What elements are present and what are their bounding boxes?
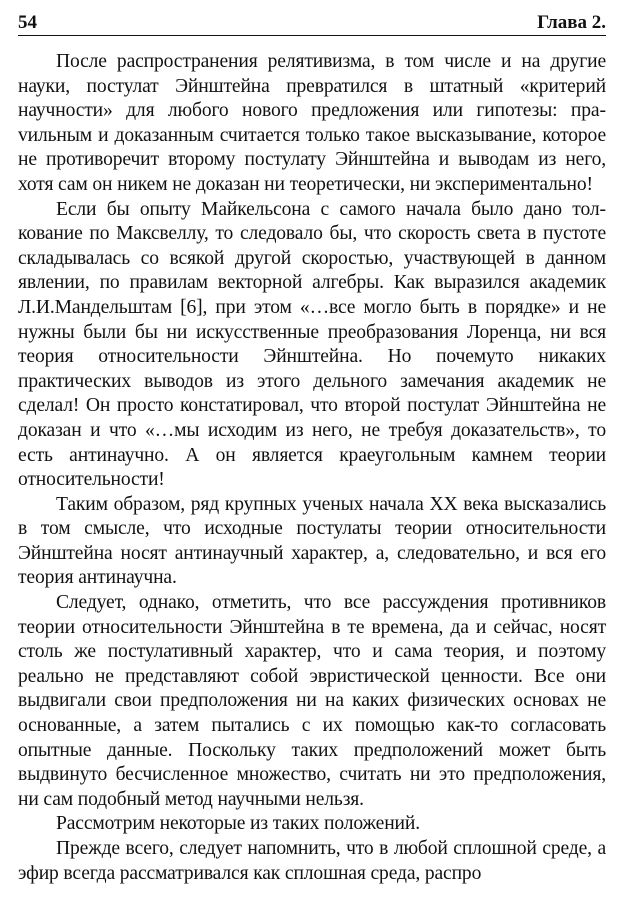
paragraph-1: После распространения релятивизма, в том числе и на другие науки, постулат Эйнштейна превратился в штатный «критерий научности» для любого нового предложения или гипотезы: праvильным и доказанным считается только такое высказывание, которое не противоречит второму постулату Эйнштейна и выводам из него, хотя сам он никем не доказан ни теоретически, ни экспериментально!	[18, 51, 606, 195]
chapter-title: Глава 2.	[537, 12, 606, 33]
paragraph-4: Следует, однако, отметить, что все рассуждения противников теории относительности Эйнштейна в те времена, да и сейчас, носят столь же постулативный характер, что и сама теория, и поэтому реально не представляют собой эвристической ценности. Все они выдвигали свои предположения ни на каких физических основах не основанные, а затем пытались с их помощью как-то согласовать опытные данные. Поскольку таких предположений может быть выдвинуто бесчисленное множество, считать ни это предположения, ни сам подобный метод научными нельзя.	[18, 592, 606, 810]
paragraph-2: Если бы опыту Майкельсона с самого начала было дано толкование по Максвеллу, то следовало бы, что скорость света в пустоте складывалась со всякой другой скоростью, участвующей в данном явлении, по правилам векторной алгебры. Как выразился академик Л.И.Мандельштам [6], при этом «…все могло быть в порядке» и не нужны были бы ни искусственные преобразования Лоренца, ни вся теория относительности Эйнштейна. Но почемуто никаких практических выводов из этого дельного замечания академик не сделал! Он просто констатировал, что второй постулат Эйнштейна не доказан и что «…мы исходим из него, не требуя доказательств», то есть антинаучно. А он является краеугольным камнем теории относительности!	[18, 198, 606, 491]
page-body	[18, 50, 606, 886]
page-number: 54	[18, 12, 37, 33]
paragraph-6: Прежде всего, следует напомнить, что в любой сплошной среде, а эфир всегда рассматривался как сплошная среда, распро	[18, 838, 606, 884]
paragraph-5: Рассмотрим некоторые из таких положений.	[56, 813, 420, 835]
paragraph-3: Таким образом, ряд крупных ученых начала XX века высказались в том смысле, что исходные постулаты теории относительности Эйнштейна носят антинаучный характер, а, следовательно, и вся его теория антинаучна.	[18, 493, 606, 589]
running-head	[18, 10, 606, 36]
